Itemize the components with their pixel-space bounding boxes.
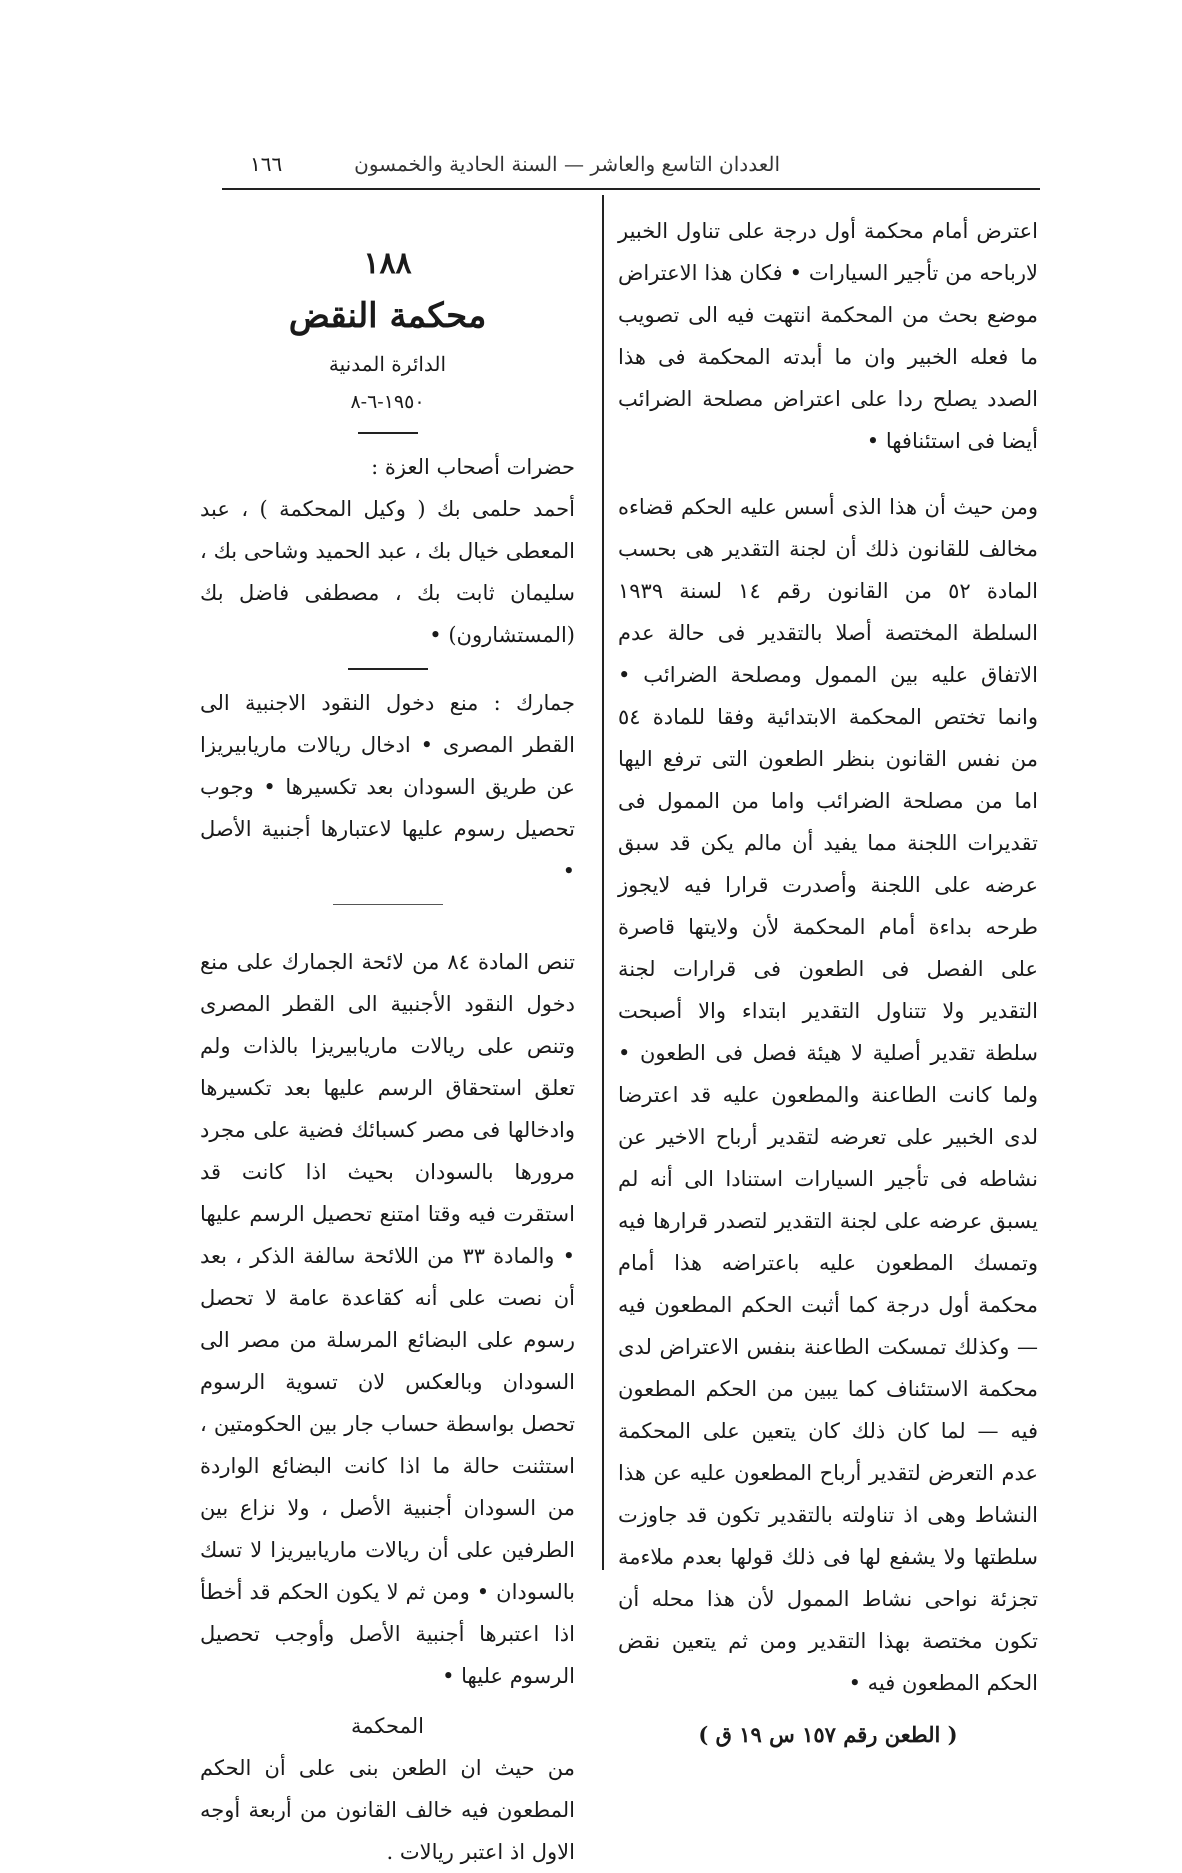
divider xyxy=(333,904,443,905)
right-column xyxy=(618,210,1038,1756)
court-name: محكمة النقض xyxy=(288,296,487,336)
reasoning-paragraph: ومن حيث أن هذا الذى أسس عليه الحكم قضاءه مخالف للقانون ذلك أن لجنة التقدير هى بحسب المادة ٥٢ من القانون رقم ١٤ لسنة ١٩٣٩ السلطة المختصة أصلا بالتقدير فى حالة عدم الاتفاق عليه بين الممول ومصلحة الضرائب • وانما تختص المحكمة الابتدائية وفقا للمادة ٥٤ من نفس القانون بنظر الطعون التى ترفع اليها اما من مصلحة الضرائب واما من الممول فى تقديرات اللجنة مما يفيد أن مالم يكن قد سبق عرضه على اللجنة وأصدرت قرارا فيه لايجوز طرحه بداءة أمام المحكمة لأن ولايتها قاصرة على الفصل فى الطعون فى قرارات لجنة التقدير ولا تتناول التقدير ابتداء والا أصبحت سلطة تقدير أصلية لا هيئة فصل فى الطعون • ولما كانت الطاعنة والمطعون عليه قد اعترضا لدى الخبير على تعرضه لتقدير أرباح الاخير عن نشاطه فى تأجير السيارات استنادا الى أنه لم يسبق عرضه على لجنة التقدير لتصدر قرارها فيه وتمسك المطعون عليه باعتراضه هذا أمام محكمة أول درجة كما أثبت الحكم المطعون فيه — وكذلك تمسكت الطاعنة بنفس الاعتراض لدى محكمة الاستئناف كما يبين من الحكم المطعون فيه — لما كان ذلك كان يتعين على المحكمة عدم التعرض لتقدير أرباح المطعون عليه عن هذا النشاط وهى اذ تناولته بالتقدير تكون قد جاوزت سلطتها ولا يشفع لها فى ذلك قولها بعدم ملاءمة تجزئة نواحى نشاط الممول لأن هذا محله أن تكون مختصة بهذا التقدير ومن ثم يتعين نقض الحكم المطعون فيه • xyxy=(618,495,1038,1695)
judges-intro: حضرات أصحاب العزة : xyxy=(371,455,575,479)
column-divider xyxy=(602,195,604,1570)
left-column xyxy=(200,240,575,1873)
page-number: ١٦٦ xyxy=(250,152,283,176)
page-header xyxy=(220,150,1040,186)
running-title: العددان التاسع والعاشر — السنة الحادية والخمسون xyxy=(354,152,780,176)
header-rule xyxy=(222,188,1040,190)
judges-list: أحمد حلمى بك ( وكيل المحكمة ) ، عبد المعطى خيال بك ، عبد الحميد وشاحى بك ، سليمان ثابت بك ، مصطفى فاضل بك (المستشارون) • xyxy=(200,497,575,647)
case-number: ١٨٨ xyxy=(363,246,412,281)
continuation-paragraph: اعترض أمام محكمة أول درجة على تناول الخبير لارباحه من تأجير السيارات • فكان هذا الاعتراض موضع بحث من المحكمة انتهت فيه الى تصويب ما فعله الخبير وان ما أبدته المحكمة فى هذا الصدد يصلح ردا على اعتراض مصلحة الضرائب أيضا فى استئنافها • xyxy=(618,219,1038,453)
divider xyxy=(348,668,428,670)
ruling-body: تنص المادة ٨٤ من لائحة الجمارك على منع دخول النقود الأجنبية الى القطر المصرى وتنص على ريالات ماريابيريزا بالذات ولم تعلق استحقاق الرسم عليها بعد تكسيرها وادخالها فى مصر كسبائك فضية على مجرد مرورها بالسودان بحيث اذا كانت قد استقرت فيه وقتا امتنع تحصيل الرسم عليها • والمادة ٣٣ من اللائحة سالفة الذكر ، بعد أن نصت على أنه كقاعدة عامة لا تحصل رسوم على البضائع المرسلة من مصر الى السودان وبالعكس لان تسوية الرسوم تحصل بواسطة حساب جار بين الحكومتين ، استثنت حالة ما اذا كانت البضائع الواردة من السودان أجنبية الأصل ، ولا نزاع بين الطرفين على أن ريالات ماريابيريزا لا تسك بالسودان • ومن ثم لا يكون الحكم قد أخطأ اذا اعتبرها أجنبية الأصل وأوجب تحصيل الرسوم عليها • xyxy=(200,950,575,1688)
case-citation: ( الطعن رقم ١٥٧ س ١٩ ق ) xyxy=(698,1722,958,1747)
case-summary: جمارك : منع دخول النقود الاجنبية الى القطر المصرى • ادخال ريالات ماريابيريزا عن طريق السودان بعد تكسيرها • وجوب تحصيل رسوم عليها لاعتبارها أجنبية الأصل • xyxy=(200,691,575,883)
divider xyxy=(358,432,418,434)
decision-date: ١٩٥٠-٦-٨ xyxy=(350,391,425,413)
court-circuit: الدائرة المدنية xyxy=(328,352,447,376)
court-text: من حيث ان الطعن بنى على أن الحكم المطعون فيه خالف القانون من أربعة أوجه الاول اذ اعتبر ريالات . xyxy=(200,1756,575,1864)
court-heading: المحكمة xyxy=(351,1714,424,1738)
